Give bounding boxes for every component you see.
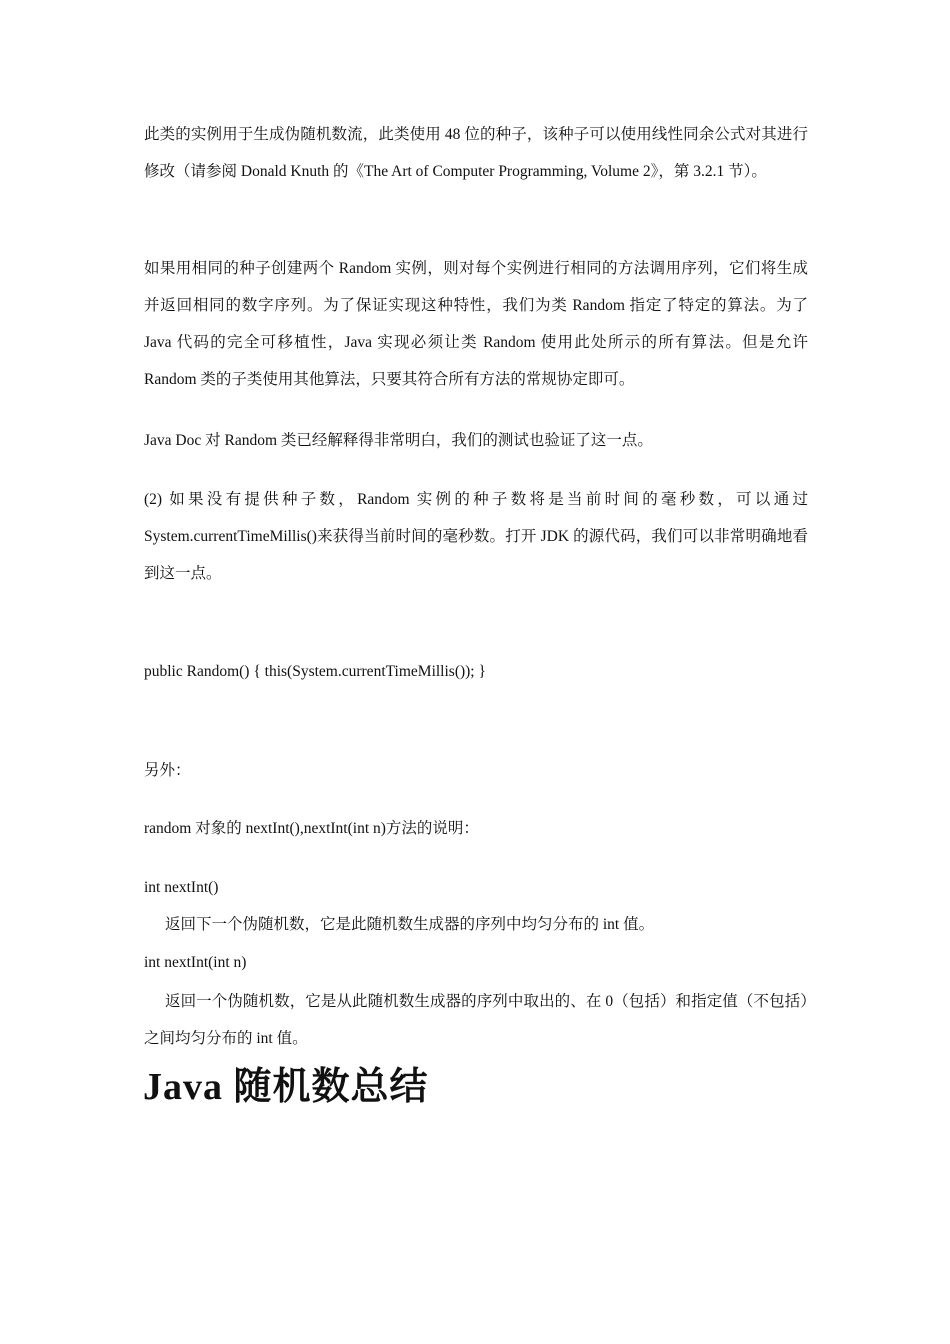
- method-signature-nextint-n: int nextInt(int n): [144, 954, 247, 971]
- method-description-nextint: 返回下一个伪随机数，它是此随机数生成器的序列中均匀分布的 int 值。: [165, 916, 655, 933]
- paragraph-nextint-intro: random 对象的 nextInt(),nextInt(int n)方法的说明：: [144, 820, 479, 837]
- paragraph-additionally: 另外：: [144, 762, 191, 779]
- paragraph-same-seed: 如果用相同的种子创建两个 Random 实例，则对每个实例进行相同的方法调用序列，它们将生成并返回相同的数字序列。为了保证实现这种特性，我们为类 Random 指定了特定的算法。为了 Java 代码的完全可移植性，Java 实现必须让类 Random 使用此处所示的所有算法。但是允许 Random 类的子类使用其他算法，只要其符合所有方法的常规协定即可。: [144, 260, 808, 388]
- paragraph-random-seed: 此类的实例用于生成伪随机数流，此类使用 48 位的种子，该种子可以使用线性同余公式对其进行修改（请参阅 Donald Knuth 的《The Art of Computer Programming, Volume 2》，第 3.2.1 节）。: [144, 126, 808, 180]
- method-signature-nextint: int nextInt(): [144, 879, 219, 896]
- section-heading: Java 随机数总结: [143, 1066, 429, 1108]
- paragraph-no-seed: (2) 如果没有提供种子数，Random 实例的种子数将是当前时间的毫秒数，可以通过 System.currentTimeMillis()来获得当前时间的毫秒数。打开 JDK 的源代码，我们可以非常明确地看到这一点。: [144, 491, 808, 582]
- code-snippet: public Random() { this(System.currentTimeMillis()); }: [144, 663, 486, 680]
- paragraph-javadoc: Java Doc 对 Random 类已经解释得非常明白，我们的测试也验证了这一点。: [144, 432, 653, 449]
- method-description-nextint-n: 返回一个伪随机数，它是从此随机数生成器的序列中取出的、在 0（包括）和指定值（不包括）之间均匀分布的 int 值。: [144, 993, 808, 1047]
